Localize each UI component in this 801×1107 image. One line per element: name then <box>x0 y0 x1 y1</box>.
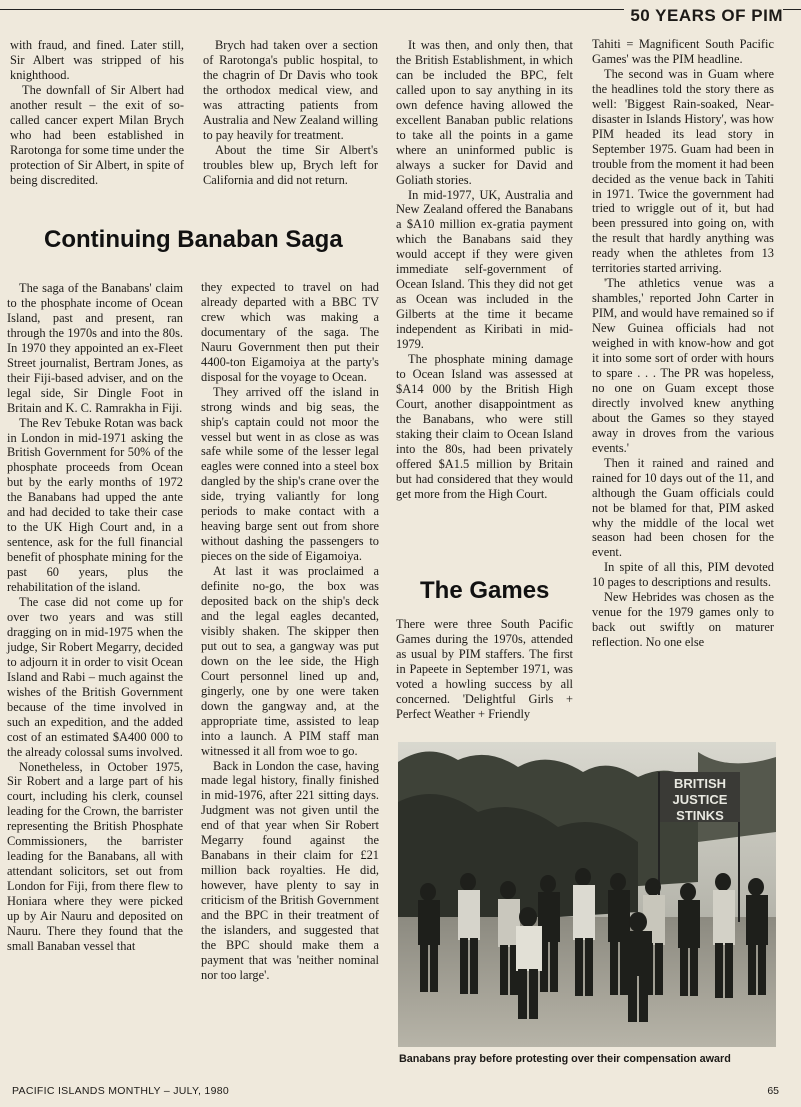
column-4-top <box>592 37 774 650</box>
sign-line-3: STINKS <box>676 808 724 823</box>
footer-publication: PACIFIC ISLANDS MONTHLY – JULY, 1980 <box>12 1085 229 1097</box>
paragraph: Brych had taken over a section of Rarotonga's public hospital, to the chagrin of Dr Davis who took the orthodox medical view, and was attracting patients from Australia and New Zealand willing to pay heavily for treatment. <box>203 38 378 142</box>
paragraph: New Hebrides was chosen as the venue for the 1979 games only to back out swiftly on maturer reflection. No one else <box>592 590 774 650</box>
protest-photo <box>398 742 776 1047</box>
paragraph: There were three South Pacific Games during the 1970s, attended as usual by PIM staffers. The first in Papeete in September 1971, was voted a howling success by all concerned. 'Delightful Girls + Perfect Weather + Friendly <box>396 617 573 721</box>
column-1-top <box>10 38 184 188</box>
column-3-games <box>396 617 573 722</box>
paragraph: It was then, and only then, that the British Establishment, in which can be included the BPC, felt called upon to say anything in its own defence having allowed the excellent Banaban public relations to take all the points in a game where an uninformed public is always a sucker for David and Goliath stories. <box>396 38 573 187</box>
heading-the-games: The Games <box>420 577 550 604</box>
paragraph: Back in London the case, having made legal history, finally finished in mid-1976, after 221 sitting days. Judgment was not given until the end of that year when Sir Robert Megarry found against the Banabans in their claim for £21 million back royalties. He did, however, have plenty to say in criticism of the British Government and the BPC in their treatment of the islanders, and suggested that the BPC should make them a payment that was 'neither nominal nor too large'. <box>201 758 379 982</box>
paragraph: with fraud, and fined. Later still, Sir Albert was stripped of his knighthood. <box>10 38 184 82</box>
photo-caption: Banabans pray before protesting over their compensation award <box>399 1053 731 1065</box>
column-1-main <box>7 281 183 954</box>
protest-photo-illustration <box>398 742 776 1047</box>
paragraph: Tahiti = Magnificent South Pacific Games' was the PIM headline. <box>592 37 774 66</box>
sign-line-1: BRITISH <box>674 776 726 791</box>
paragraph: The downfall of Sir Albert had another result – the exit of so-called cancer expert Milan Brych who had been established in Rarotonga for some time under the protection of Sir Albert, in spite of being discredited. <box>10 82 184 187</box>
sign-line-2: JUSTICE <box>672 792 728 807</box>
paragraph: Then it rained and rained and rained for 10 days out of the 11, and although the Guam officials could not be blamed for that, PIM asked why the middle of the local wet season had been chosen for the event. <box>592 455 774 560</box>
paragraph: Nonetheless, in October 1975, Sir Robert and a large part of his court, including his clerk, counsel leading for the Crown, the barrister representing the British Phosphate Commissioners, the barrister leading for the Banabans, all with attendant solicitors, set out from London for Fiji, from there flew to Honiara where they were picked up by Air Nauru and deposited on Nauru. There they found that the small Banaban vessel that <box>7 759 183 953</box>
section-header: 50 YEARS OF PIM <box>624 6 783 26</box>
paragraph: The saga of the Banabans' claim to the phosphate income of Ocean Island, past and present, ran through the 1970s and into the 80s. In 1970 they appointed an ex-Fleet Street journalist, Bertram Jones, as their Fiji-based adviser, and on the legal side, Sir Dingle Foot in Britain and K. C. Ramrakha in Fiji. <box>7 281 183 415</box>
paragraph: In spite of all this, PIM devoted 10 pages to descriptions and results. <box>592 560 774 590</box>
paragraph: The phosphate mining damage to Ocean Island was assessed at $A14 000 by the British High Court, another disappointment as the Banabans, who were still staking their claim to Ocean Island into the 80s, had been privately offered $A1.5 million by Britain but had considered that they would get more from the High Court. <box>396 352 573 501</box>
paragraph: About the time Sir Albert's troubles blew up, Brych left for California and did not return. <box>203 142 378 187</box>
paragraph: The second was in Guam where the headlines told the story there as well: 'Biggest Rain-soaked, Near-disaster in Islands History', was how PIM headed its lead story in September 1975. Guam had been in trouble from the moment it had been decided as the venue back in Tahiti in 1971. Twice the government had tried to wriggle out of it, but had been pressured into going on, with the result that hardly anything was ready when the athletes from 13 territories started arriving. <box>592 66 774 276</box>
paragraph: They arrived off the island in strong winds and big seas, the ship's captain could not moor the vessel but went in as close as was safe while some of the lesser legal eagles were conned into a steel box dangled by the ship's crane over the side, trying valiantly for long periods to make contact with a heaving barge sent out from shore without dashing the passengers to pieces on the side of Eigamoiya. <box>201 384 379 564</box>
paragraph: In mid-1977, UK, Australia and New Zealand offered the Banabans a $A10 million ex-gratia payment which the Banabans said they would accept if they were given immediate self-government of Ocean Island. This they did not get as Ocean was included in the Gilberts at the time it became independent as Kiribati in mid-1979. <box>396 187 573 352</box>
paragraph: they expected to travel on had already departed with a BBC TV crew which was making a documentary of the saga. The Nauru Government then put their 4400-ton Eigamoiya at the party's disposal for the voyage to Ocean. <box>201 280 379 384</box>
column-3-top <box>396 38 573 502</box>
page-number: 65 <box>767 1085 779 1097</box>
column-2-top <box>203 38 378 188</box>
heading-continuing-banaban-saga: Continuing Banaban Saga <box>44 226 343 253</box>
paragraph: The Rev Tebuke Rotan was back in London in mid-1971 asking the British Government for 50% of the phosphate proceeds from Ocean but by the early months of 1972 the Banabans had upped the ante and had decided to take their case to the UK High Court and, in a sentence, ask for the full financial benefit of phosphate mining for the past 60 years, plus the rehabilitation of the island. <box>7 415 183 595</box>
paragraph: At last it was proclaimed a definite no-go, the box was deposited back on the ship's deck and the legal eagles decanted, visibly shaken. The skipper then put out to sea, a gangway was put down on the lee side, the High Court personnel lined up and, gingerly, one by one were taken down the gangway and, at the appropriate time, assisted to leap into a launch. A PIM staff man witnessed it all from woe to go. <box>201 564 379 758</box>
paragraph: The case did not come up for over two years and was still dragging on in mid-1975 when the judge, Sir Robert Megarry, decided to adjourn it in order to visit Ocean Island and Rabi – much against the wishes of the British Government because of the time involved in such an expedition, and the added cost of an estimated $A400 000 to the already colossal sums involved. <box>7 595 183 759</box>
paragraph: 'The athletics venue was a shambles,' reported John Carter in PIM, and would have remained so if New Guinea officials had not weighed in with know-how and got it into some sort of order with hours to spare . . . The PR was hopeless, no one on Guam except those directly involved knew anything about the Games so they stayed away in droves from the various events.' <box>592 276 774 455</box>
column-2-main <box>201 280 379 983</box>
